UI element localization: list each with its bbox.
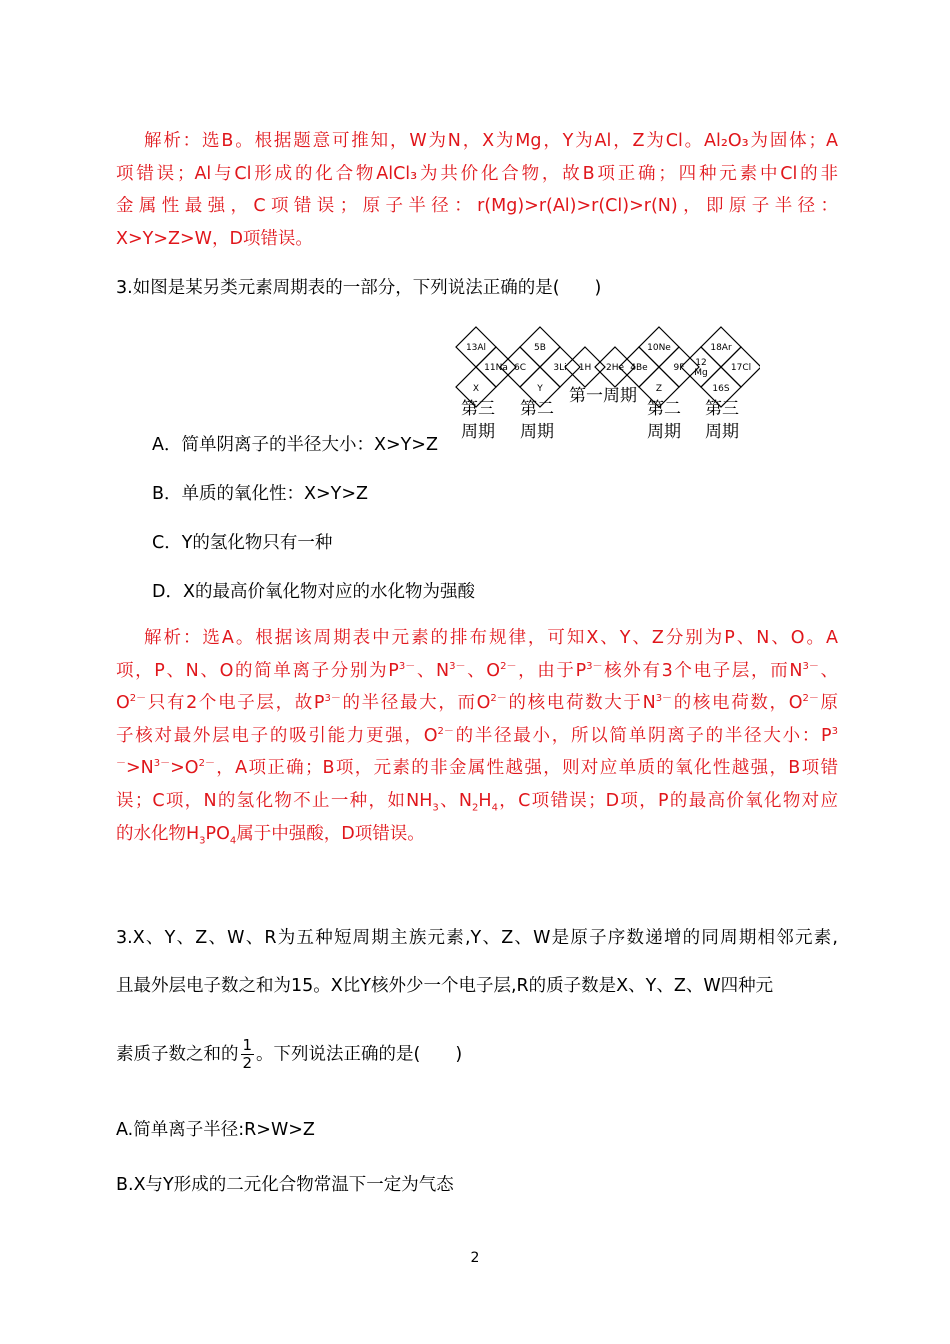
q2-analysis-line1: 选B。根据题意可推知，W为N，X为Mg，Y为Al，Z为Cl。Al₂O₃为固体；A bbox=[202, 131, 838, 151]
cell-11na: 11Na bbox=[484, 363, 508, 373]
label-p3-left-b: 周期 bbox=[461, 422, 495, 442]
q3-analysis-line3: $O^{2-}$只有2个电子层，故$P^{3-}$的半径最大，而$O^{2-}$的核电荷数大于$N^{3-}$的核电荷数，$O^{2-}$原 bbox=[116, 693, 839, 714]
q3b-option-b: B.X与Y形成的二元化合物常温下一定为气态 bbox=[116, 1175, 454, 1195]
cell-6c: 6C bbox=[513, 363, 527, 373]
label-p2-right-a: 第二 bbox=[647, 399, 681, 419]
q2-analysis-line3: 金属性最强，C项错误；原子半径：r(Mg)>r(Al)>r(Cl)>r(N)，即原子半径： bbox=[116, 196, 838, 217]
periodic-table-diagram bbox=[440, 323, 760, 447]
q2-analysis-line2: 项错误；Al与Cl形成的化合物AlCl₃为共价化合物，故B项正确；四种元素中Cl的非 bbox=[116, 163, 838, 184]
cell-3li: 3Li bbox=[553, 363, 567, 373]
cell-mg: Mg bbox=[694, 368, 708, 378]
q3-option-a: A．简单阴离子的半径大小：X>Y>Z bbox=[152, 435, 438, 455]
cell-12: 12 bbox=[695, 358, 707, 368]
q3-analysis-line7: 的水化物$H_3PO_4$属于中强酸，D项错误。 bbox=[116, 823, 425, 847]
label-p2-left-a: 第二 bbox=[520, 399, 554, 419]
q3-analysis-label: 解析： bbox=[144, 628, 203, 648]
label-p2-left-b: 周期 bbox=[520, 422, 554, 442]
q3-analysis-line1: 选A。根据该周期表中元素的排布规律，可知X、Y、Z分别为P、N、O。A bbox=[202, 628, 838, 648]
cell-5b: 5B bbox=[534, 343, 546, 353]
fraction-one-half: $\frac{1}{2}$ bbox=[242, 1036, 253, 1072]
cell-18ar: 18Ar bbox=[710, 343, 732, 353]
q3-stem: 3.如图是某另类元素周期表的一部分，下列说法正确的是( ) bbox=[116, 278, 602, 298]
q3-analysis-line5: $^->N^{3-}>O^{2-}$，A项正确；B项，元素的非金属性越强，则对应单质的氧化性越强，B项错 bbox=[116, 758, 838, 779]
cell-9f: 9F bbox=[673, 363, 685, 373]
q3-analysis bbox=[116, 622, 838, 850]
cell-2he: 2He bbox=[605, 363, 625, 373]
cell-x: X bbox=[472, 384, 480, 394]
cell-z: Z bbox=[655, 384, 663, 394]
q3b-option-a: A.简单离子半径:R>W>Z bbox=[116, 1120, 315, 1140]
label-p1: 第一周期 bbox=[569, 386, 637, 406]
cell-4be: 4Be bbox=[630, 363, 648, 373]
q3b-stem bbox=[116, 926, 838, 950]
q3-option-d: D．X的最高价氧化物对应的水化物为强酸 bbox=[152, 582, 475, 602]
q3-option-b: B．单质的氧化性：X>Y>Z bbox=[152, 484, 368, 504]
cell-17cl: 17Cl bbox=[730, 363, 752, 373]
q3-analysis-line2: 项，P、N、O的简单离子分别为$P^{3-}$、$N^{3-}$、$O^{2-}$，由于$P^{3-}$核外有3个电子层，而$N^{3-}$、 bbox=[116, 660, 838, 681]
label-p3-right-b: 周期 bbox=[705, 422, 739, 442]
q2-analysis-label: 解析： bbox=[144, 131, 203, 151]
q3b-line1: 3.X、Y、Z、W、R为五种短周期主族元素,Y、Z、W是原子序数递增的同周期相邻元素, bbox=[116, 928, 838, 948]
page-number: 2 bbox=[470, 1250, 480, 1266]
q3-analysis-line4: 子核对最外层电子的吸引能力更强，$O^{2-}$的半径最小，所以简单阴离子的半径大小：$P^3$ bbox=[116, 725, 838, 746]
cell-y: Y bbox=[537, 384, 543, 394]
q2-analysis bbox=[116, 125, 838, 255]
label-p3-left-a: 第三 bbox=[461, 399, 495, 419]
q3b-line3: 素质子数之和的 $\frac{1}{2}$ 。下列说法正确的是( ) bbox=[116, 1036, 463, 1072]
label-p3-right-a: 第三 bbox=[705, 399, 739, 419]
cell-13al: 13Al bbox=[465, 343, 487, 353]
q3-option-c: C．Y的氢化物只有一种 bbox=[152, 533, 333, 553]
cell-1h: 1H bbox=[578, 363, 592, 373]
q3-analysis-line6: 误；C项，N的氢化物不止一种，如$NH_3$、$N_2H_4$，C项错误；D项，P的最高价氧化物对应 bbox=[116, 790, 839, 814]
cell-16s: 16S bbox=[712, 384, 730, 394]
q3b-line2: 且最外层电子数之和为15。X比Y核外少一个电子层,R的质子数是X、Y、Z、W四种元 bbox=[116, 976, 774, 996]
q2-analysis-line4: X>Y>Z>W，D项错误。 bbox=[116, 228, 313, 249]
cell-10ne: 10Ne bbox=[647, 343, 671, 353]
label-p2-right-b: 周期 bbox=[647, 422, 681, 442]
